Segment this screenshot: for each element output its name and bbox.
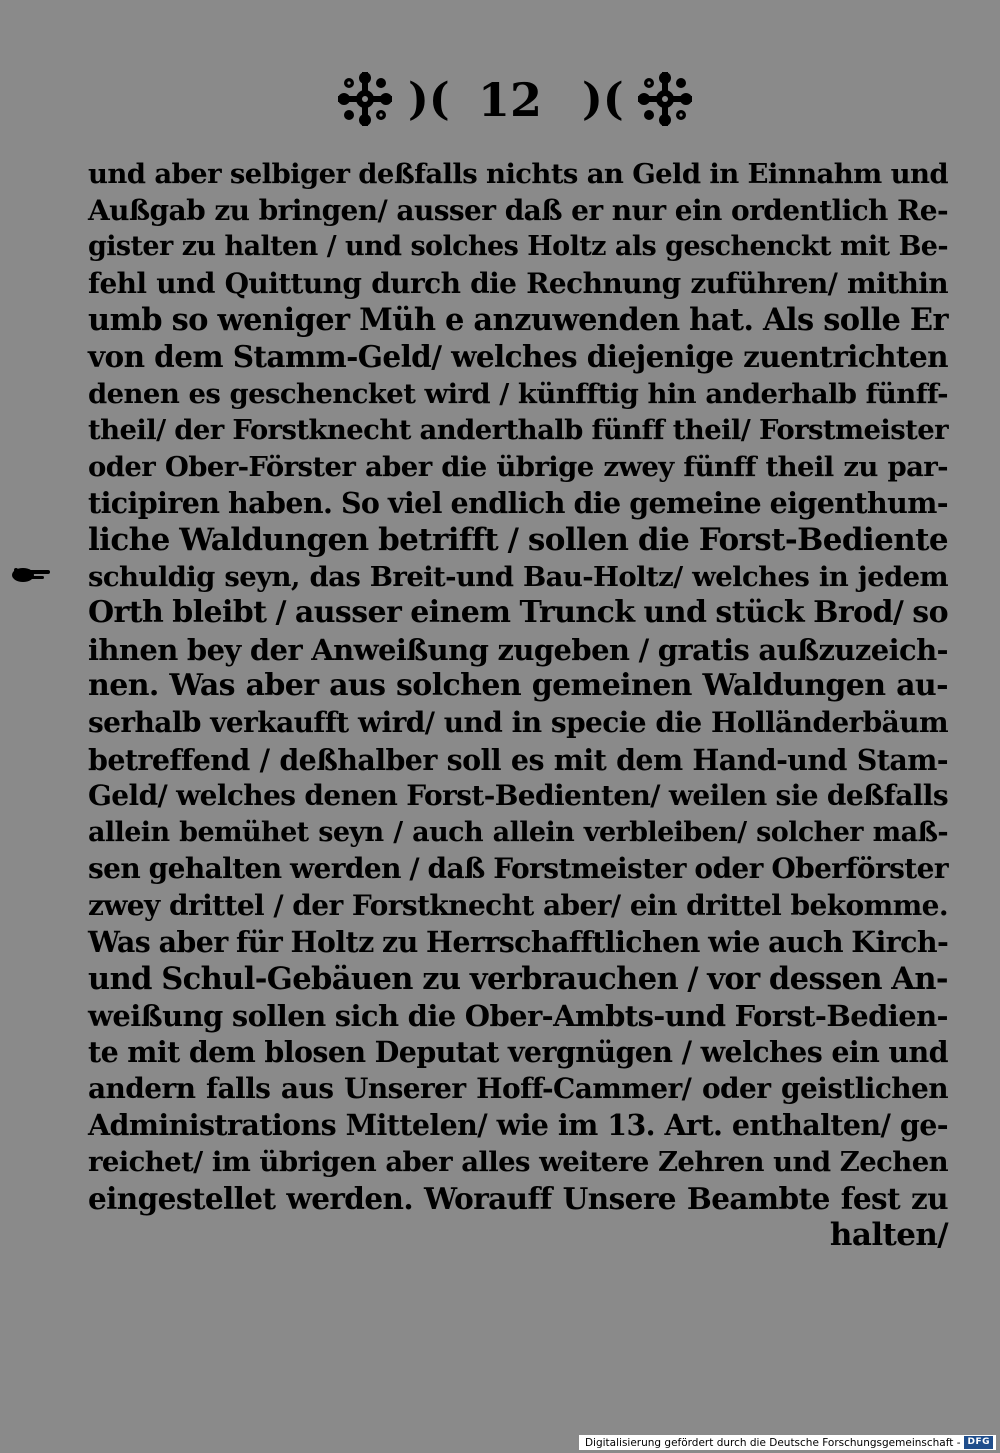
text-line: eingestellet werden. Worauff Unsere Beambte fest zu [88, 1180, 948, 1216]
text-line: von dem Stamm-Geld/ welches diejenige zuentrichten [88, 338, 948, 374]
page-number: 12 [478, 73, 543, 127]
text-line: ticipiren haben. So viel endlich die gemeine eigenthum- [88, 486, 948, 521]
footer-text: Digitalisierung gefördert durch die Deutsche Forschungsgemeinschaft - [584, 1436, 961, 1449]
text-line: ihnen bey der Anweißung zugeben / gratis außzuzeich- [88, 632, 948, 667]
text-line: liche Waldungen betrifft / sollen die Forst-Bediente [88, 521, 948, 558]
text-line: allein bemühet seyn / auch allein verbleiben/ solcher maß- [88, 816, 948, 848]
text-line: Außgab zu bringen/ ausser daß er nur ein ordentlich Re- [88, 193, 948, 227]
floral-ornament-icon [634, 68, 696, 130]
text-line: Administrations Mittelen/ wie im 13. Art. enthalten/ ge- [88, 1108, 948, 1143]
text-line: te mit dem blosen Deputat vergnügen / welches ein und [88, 1035, 948, 1070]
text-line: denen es geschencket wird / künfftig hin anderhalb fünff- [88, 377, 948, 410]
dfg-logo: DFG [964, 1436, 993, 1449]
text-line: und Schul-Gebäuen zu verbrauchen / vor dessen An- [88, 961, 948, 998]
text-line: umb so weniger Müh e anzuwenden hat. Als solle Er [88, 302, 948, 339]
text-line: gister zu halten / und solches Holtz als geschenckt mit Be- [88, 231, 948, 263]
text-line: schuldig seyn, das Breit-und Bau-Holtz/ welches in jedem [88, 560, 948, 593]
page-header [0, 68, 1000, 148]
text-line: Geld/ welches denen Forst-Bedienten/ weilen sie deßfalls [88, 779, 948, 813]
text-line: oder Ober-Förster aber die übrige zwey fünff theil zu par- [88, 450, 948, 483]
body-text [88, 156, 948, 1254]
text-line: weißung sollen sich die Ober-Ambts-und Forst-Bedien- [88, 998, 948, 1033]
text-line: nen. Was aber aus solchen gemeinen Waldungen au- [88, 668, 948, 704]
text-line: fehl und Quittung durch die Rechnung zuführen/ mithin [88, 266, 948, 300]
text-line: theil/ der Forstknecht anderthalb fünff theil/ Forstmeister [88, 414, 948, 447]
text-line: andern falls aus Unserer Hoff-Cammer/ oder geistlichen [88, 1071, 948, 1105]
text-line: betreffend / deßhalber soll es mit dem Hand-und Stam- [88, 742, 948, 777]
text-line: zwey drittel / der Forstknecht aber/ ein drittel bekomme. [88, 888, 948, 922]
text-line: reichet/ im übrigen aber alles weitere Zehren und Zechen [88, 1146, 948, 1179]
text-line: und aber selbiger deßfalls nichts an Geld in Einnahm und [88, 158, 948, 190]
catchword-line: halten/ [829, 1217, 948, 1254]
pointing-hand-icon [10, 564, 54, 586]
footer-credit [579, 1435, 996, 1450]
floral-ornament-icon [334, 68, 396, 130]
text-line: Orth bleibt / ausser einem Trunck und stück Brod/ so [88, 595, 948, 631]
text-line: Was aber für Holtz zu Herrschafftlichen wie auch Kirch- [88, 925, 949, 960]
text-line: serhalb verkaufft wird/ und in specie die Holländerbäum [88, 705, 948, 739]
left-bracket-ornament: )( [408, 74, 450, 125]
right-bracket-ornament: )( [582, 74, 624, 125]
text-line: sen gehalten werden / daß Forstmeister oder Oberförster [88, 852, 948, 886]
